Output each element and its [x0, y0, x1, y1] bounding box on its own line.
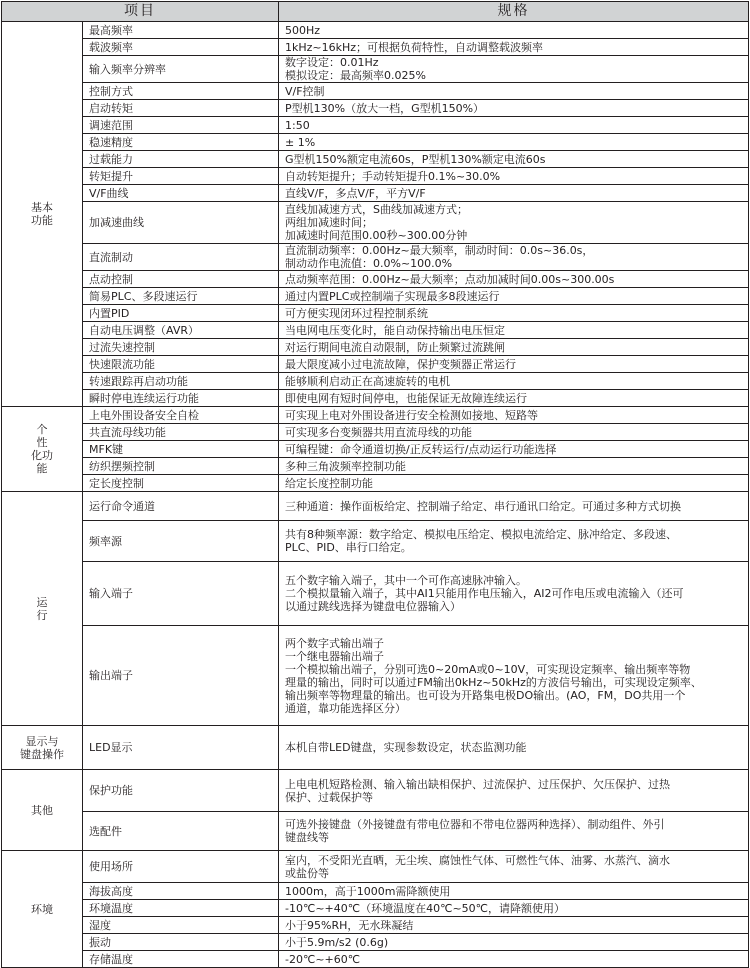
- group-label-line: 化功: [31, 449, 53, 462]
- spec-line: 共有8种频率源：数字给定、模拟电压给定、模拟电流给定、脉冲给定、多段速、: [285, 528, 677, 541]
- item-cell: 简易PLC、多段速运行: [83, 288, 279, 305]
- spec-line: -20℃~+60℃: [285, 952, 361, 966]
- spec-line: 多种三角波频率控制功能: [285, 459, 406, 473]
- group-label-line: 环境: [31, 902, 53, 916]
- item-cell: 点动控制: [83, 271, 279, 288]
- table-row: [2, 407, 749, 424]
- spec-line: 两个数字式输出端子: [285, 636, 384, 650]
- item-cell: 输出端子: [83, 626, 279, 726]
- item-cell: 自动电压调整（AVR）: [83, 322, 279, 339]
- table-row: [2, 626, 749, 726]
- spec-cell: [279, 39, 749, 56]
- table-row: [2, 305, 749, 322]
- spec-line: 1000m，高于1000m需降额使用: [285, 884, 451, 898]
- group-label-line: 功能: [31, 214, 53, 227]
- table-row: [2, 770, 749, 812]
- spec-cell: [279, 22, 749, 39]
- table-row: [2, 424, 749, 441]
- item-cell: V/F曲线: [83, 185, 279, 202]
- table-row: [2, 83, 749, 100]
- table-row: [2, 812, 749, 851]
- spec-line: 小于5.9m/s2 (0.6g): [285, 935, 389, 949]
- item-cell: 内置PID: [83, 305, 279, 322]
- table-row: [2, 951, 749, 968]
- spec-cell: [279, 492, 749, 521]
- group-label: [2, 22, 83, 407]
- spec-cell: [279, 441, 749, 458]
- spec-line: 给定长度控制功能: [285, 476, 373, 490]
- spec-cell: [279, 917, 749, 934]
- spec-cell: [279, 100, 749, 117]
- group-label: [2, 726, 83, 770]
- table-row: [2, 521, 749, 562]
- item-cell: 湿度: [83, 917, 279, 934]
- spec-cell: [279, 305, 749, 322]
- table-row: [2, 288, 749, 305]
- spec-line: 输出频率等物理量的输出。也可设为开路集电极DO输出。(AO，FM，DO共用一个: [285, 688, 686, 702]
- spec-line: -10℃~+40℃（环境温度在40℃~50℃，请降额使用）: [285, 901, 566, 915]
- group-label-line: 基本: [31, 201, 53, 214]
- spec-line: 最大限度减小过电流故障，保护变频器正常运行: [285, 357, 516, 371]
- group-label-line: 能: [36, 462, 48, 475]
- spec-line: 能够顺利启动正在高速旋转的电机: [285, 374, 450, 388]
- spec-line: 直线V/F，多点V/F，平方V/F: [285, 186, 426, 200]
- spec-line: 两组加减速时间；: [285, 216, 373, 229]
- group-label: [2, 851, 83, 968]
- item-cell: LED显示: [83, 726, 279, 770]
- table-row: [2, 562, 749, 626]
- item-cell: 存储温度: [83, 951, 279, 968]
- item-cell: 运行命令通道: [83, 492, 279, 521]
- item-cell: 振动: [83, 934, 279, 951]
- table-row: [2, 851, 749, 883]
- spec-cell: [279, 458, 749, 475]
- table-row: [2, 373, 749, 390]
- spec-cell: [279, 56, 749, 83]
- spec-cell: [279, 726, 749, 770]
- spec-cell: [279, 851, 749, 883]
- item-cell: 过载能力: [83, 151, 279, 168]
- table-row: [2, 726, 749, 770]
- spec-cell: [279, 339, 749, 356]
- table-row: [2, 900, 749, 917]
- spec-cell: [279, 900, 749, 917]
- spec-line: 自动转矩提升；手动转矩提升0.1%~30.0%: [285, 169, 501, 183]
- spec-cell: [279, 168, 749, 185]
- spec-line: 数字设定：0.01Hz: [285, 56, 379, 69]
- item-cell: 最高频率: [83, 22, 279, 39]
- item-cell: 载波频率: [83, 39, 279, 56]
- item-cell: 保护功能: [83, 770, 279, 812]
- spec-line: 制动动作电流值：0.0%~100.0%: [285, 257, 453, 270]
- spec-cell: [279, 134, 749, 151]
- spec-line: 可编程键：命令通道切换/正反转运行/点动运行功能选择: [285, 442, 557, 456]
- spec-line: 以通过跳线选择为键盘电位器输入）: [285, 600, 461, 613]
- table-row: [2, 22, 749, 39]
- spec-line: 1kHz~16kHz；可根据负荷特性，自动调整载波频率: [285, 40, 544, 54]
- item-cell: 瞬时停电连续运行功能: [83, 390, 279, 407]
- spec-line: PLC、PID、串行口给定。: [285, 541, 412, 554]
- group-label-line: 运: [36, 595, 48, 609]
- table-row: [2, 390, 749, 407]
- item-cell: 控制方式: [83, 83, 279, 100]
- item-cell: 稳速精度: [83, 134, 279, 151]
- spec-line: 或盐份等: [285, 866, 329, 880]
- table-row: [2, 441, 749, 458]
- spec-cell: [279, 373, 749, 390]
- group-label-line: 行: [36, 608, 48, 622]
- spec-line: 键盘线等: [285, 831, 329, 844]
- item-cell: 转矩提升: [83, 168, 279, 185]
- item-cell: 启动转矩: [83, 100, 279, 117]
- item-cell: 调速范围: [83, 117, 279, 134]
- spec-cell: [279, 626, 749, 726]
- table-row: [2, 883, 749, 900]
- spec-line: 点动频率范围：0.00Hz~最大频率；点动加减时间0.00s~300.00s: [285, 272, 615, 286]
- spec-cell: [279, 244, 749, 271]
- table-row: [2, 202, 749, 244]
- spec-cell: [279, 934, 749, 951]
- group-label: [2, 492, 83, 726]
- spec-line: 通过内置PLC或控制端子实现最多8段速运行: [285, 289, 500, 303]
- spec-line: P型机130%（放大一档，G型机150%）: [285, 101, 485, 115]
- item-cell: 频率源: [83, 521, 279, 562]
- table-row: [2, 244, 749, 271]
- spec-line: 小于95%RH，无水珠凝结: [285, 918, 414, 932]
- spec-line: ± 1%: [285, 135, 316, 149]
- spec-line: 对运行期间电流自动限制，防止频繁过流跳闸: [285, 340, 505, 354]
- table-row: [2, 356, 749, 373]
- spec-line: 本机自带LED键盘，实现参数设定，状态监测功能: [285, 741, 527, 754]
- spec-cell: [279, 83, 749, 100]
- spec-cell: [279, 407, 749, 424]
- item-cell: 选配件: [83, 812, 279, 851]
- item-cell: 输入端子: [83, 562, 279, 626]
- group-label-line: 性: [36, 436, 48, 449]
- spec-cell: [279, 812, 749, 851]
- table-row: [2, 39, 749, 56]
- item-cell: 纺织摆频控制: [83, 458, 279, 475]
- spec-cell: [279, 475, 749, 492]
- spec-cell: [279, 951, 749, 968]
- group-label: [2, 407, 83, 492]
- spec-line: 即使电网有短时间停电，也能保证无故障连续运行: [285, 391, 527, 405]
- table-row: [2, 271, 749, 288]
- spec-line: 理量的输出，同时可以通过FM输出0kHz~50kHz的方波信号输出，可实现设定频率、: [285, 675, 702, 689]
- spec-line: 可选外接键盘（外接键盘有带电位器和不带电位器两种选择）、制动组件、外引: [285, 818, 665, 831]
- table-row: [2, 492, 749, 521]
- spec-cell: [279, 390, 749, 407]
- item-cell: 环境温度: [83, 900, 279, 917]
- spec-cell: [279, 356, 749, 373]
- item-cell: 上电外围设备安全自检: [83, 407, 279, 424]
- item-cell: 海拔高度: [83, 883, 279, 900]
- spec-line: 当电网电压变化时，能自动保持输出电压恒定: [285, 323, 505, 337]
- spec-cell: [279, 322, 749, 339]
- item-cell: 输入频率分辨率: [83, 56, 279, 83]
- spec-line: 三种通道：操作面板给定、控制端子给定、串行通讯口给定。可通过多种方式切换: [285, 499, 681, 513]
- item-cell: 直流制动: [83, 244, 279, 271]
- group-label-line: 其他: [31, 803, 53, 817]
- spec-cell: [279, 424, 749, 441]
- spec-line: 可实现上电对外围设备进行安全检测如接地、短路等: [285, 408, 538, 422]
- group-label-line: 显示与: [25, 734, 59, 748]
- table-row: [2, 100, 749, 117]
- item-cell: 过流失速控制: [83, 339, 279, 356]
- group-label-line: 键盘操作: [20, 747, 64, 761]
- spec-line: 二个模拟量输入端子，其中AI1只能用作电压输入，AI2可作电压或电流输入（还可: [285, 587, 684, 600]
- header-spec: 规格: [279, 2, 749, 22]
- spec-line: 可方便实现闭环过程控制系统: [285, 306, 428, 320]
- table-row: [2, 458, 749, 475]
- table-row: [2, 134, 749, 151]
- item-cell: 快速限流功能: [83, 356, 279, 373]
- group-label: [2, 770, 83, 851]
- table-row: [2, 322, 749, 339]
- item-cell: 加减速曲线: [83, 202, 279, 244]
- table-row: [2, 934, 749, 951]
- item-cell: MFK键: [83, 441, 279, 458]
- spec-table: [1, 1, 749, 968]
- spec-cell: [279, 151, 749, 168]
- table-row: [2, 168, 749, 185]
- header-item: 项目: [2, 2, 279, 22]
- table-row: [2, 917, 749, 934]
- item-cell: 共直流母线功能: [83, 424, 279, 441]
- table-header-row: [2, 2, 749, 22]
- item-cell: 转速跟踪再启动功能: [83, 373, 279, 390]
- spec-line: 一个继电器输出端子: [285, 649, 384, 663]
- spec-cell: [279, 521, 749, 562]
- table-row: [2, 56, 749, 83]
- spec-line: 模拟设定：最高频率0.025%: [285, 69, 426, 82]
- spec-cell: [279, 117, 749, 134]
- spec-line: G型机150%额定电流60s，P型机130%额定电流60s: [285, 152, 546, 166]
- spec-line: 上电电机短路检测、输入输出缺相保护、过流保护、过压保护、欠压保护、过热: [285, 777, 670, 791]
- table-row: [2, 475, 749, 492]
- spec-line: 直流制动频率：0.00Hz~最大频率，制动时间：0.0s~36.0s，: [285, 244, 594, 257]
- spec-line: 通道，靠功能选择区分）: [285, 701, 406, 715]
- spec-line: 室内，不受阳光直晒，无尘埃、腐蚀性气体、可燃性气体、油雾、水蒸汽、滴水: [285, 853, 670, 867]
- table-row: [2, 151, 749, 168]
- spec-cell: [279, 202, 749, 244]
- spec-cell: [279, 770, 749, 812]
- spec-line: 直线加减速方式，S曲线加减速方式；: [285, 203, 468, 216]
- item-cell: 使用场所: [83, 851, 279, 883]
- spec-cell: [279, 883, 749, 900]
- spec-line: 一个模拟输出端子，分别可选0~20mA或0~10V，可实现设定频率、输出频率等物: [285, 662, 691, 676]
- spec-line: V/F控制: [285, 84, 325, 98]
- table-row: [2, 117, 749, 134]
- spec-line: 五个数字输入端子，其中一个可作高速脉冲输入。: [285, 574, 527, 587]
- spec-cell: [279, 271, 749, 288]
- spec-cell: [279, 288, 749, 305]
- group-label-line: 个: [36, 423, 48, 436]
- item-cell: 定长度控制: [83, 475, 279, 492]
- spec-line: 500Hz: [285, 23, 321, 37]
- table-row: [2, 339, 749, 356]
- spec-cell: [279, 185, 749, 202]
- spec-line: 加减速时间范围0.00秒~300.00分钟: [285, 229, 468, 242]
- spec-line: 1:50: [285, 118, 310, 132]
- spec-line: 可实现多台变频器共用直流母线的功能: [285, 425, 472, 439]
- table-row: [2, 185, 749, 202]
- spec-line: 保护、过载保护等: [285, 790, 373, 804]
- spec-cell: [279, 562, 749, 626]
